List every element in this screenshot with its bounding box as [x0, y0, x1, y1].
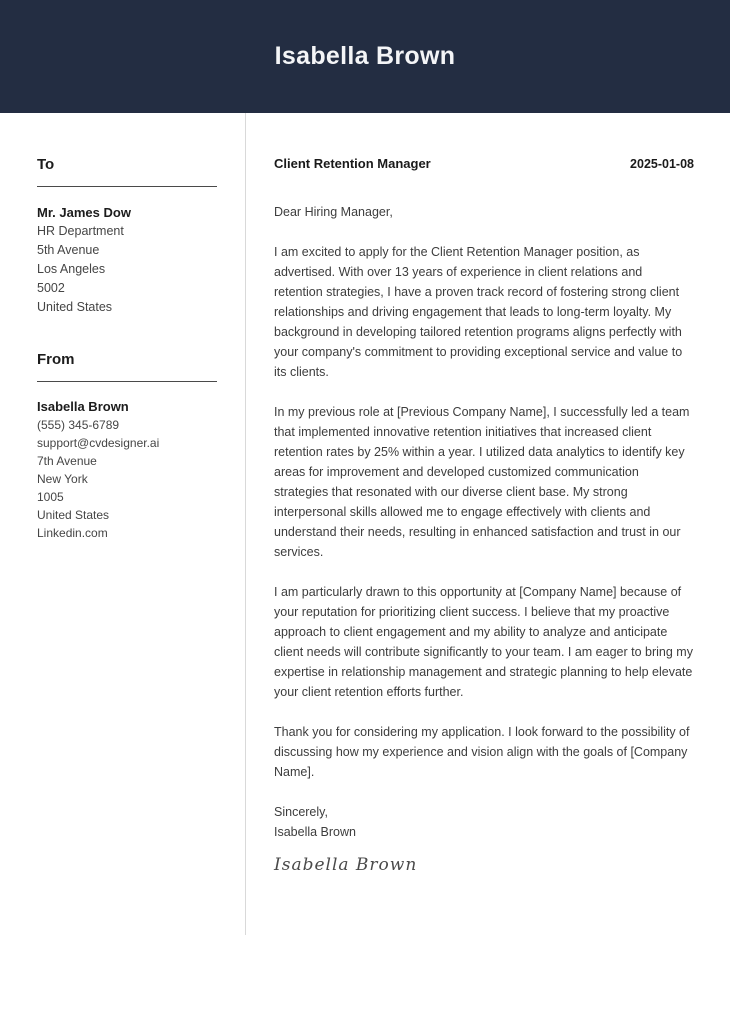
letter-body — [0, 113, 730, 935]
recipient-heading: To — [37, 156, 55, 173]
sender-line: United States — [37, 508, 110, 522]
recipient-divider — [37, 186, 217, 187]
recipient-line: United States — [37, 300, 113, 314]
letter-date: 2025-01-08 — [630, 157, 694, 171]
letter-header — [0, 0, 730, 113]
recipient-line: Los Angeles — [37, 262, 106, 276]
recipient-line: HR Department — [37, 224, 124, 238]
recipient-section — [37, 156, 215, 317]
sender-line: New York — [37, 472, 88, 486]
letter-paragraph: I am particularly drawn to this opportunity at [Company Name] because of your reputation for prioritizing client success. I believe that my proactive approach to client engagement and my ability to analyze and anticipate client needs will contribute significantly to your team. I am eager to bring my expertise in relationship management and strategic planning to help elevate your client retention efforts further. — [274, 585, 693, 699]
contact-sidebar — [0, 113, 246, 935]
recipient-line: 5th Avenue — [37, 243, 100, 257]
sender-line: 7th Avenue — [37, 454, 97, 468]
letter-paragraph: I am excited to apply for the Client Retention Manager position, as advertised. With over 13 years of experience in client relations and retention strategies, I have a proven track record of fostering strong client relationships and driving engagement that leads to long-term loyalty. My background in developing tailored retention programs aligns perfectly with your company's commitment to providing exceptional service and value to its clients. — [274, 245, 683, 379]
sender-line: 1005 — [37, 490, 64, 504]
closing-word: Sincerely, — [274, 805, 328, 819]
sender-email: support@cvdesigner.ai — [37, 436, 160, 450]
sender-phone: (555) 345-6789 — [37, 418, 120, 432]
letter-title-row — [274, 156, 694, 171]
recipient-name: Mr. James Dow — [37, 205, 131, 220]
letter-paragraph: In my previous role at [Previous Company Name], I successfully led a team that implemented innovative retention initiatives that increased client retention rates by 25% within a year. I utilized data analytics to identify key areas for improvement and developed customized communication strategies that resonated with our diverse client base. My strong interpersonal skills allowed me to engage effectively with clients and understand their needs, resulting in enhanced satisfaction and trust in our services. — [274, 405, 690, 559]
applicant-name-title: Isabella Brown — [274, 42, 456, 70]
salutation: Dear Hiring Manager, — [274, 205, 393, 219]
sender-linkedin: Linkedin.com — [37, 526, 108, 540]
sender-divider — [37, 381, 217, 382]
letter-paragraph: Thank you for considering my application. I look forward to the possibility of discussing how my experience and vision align with the goals of [Company Name]. — [274, 725, 690, 779]
closing-name: Isabella Brown — [274, 825, 356, 839]
sender-name: Isabella Brown — [37, 399, 129, 414]
handwritten-signature: Isabella Brown — [274, 855, 418, 875]
closing-block — [274, 802, 694, 875]
job-title: Client Retention Manager — [274, 156, 431, 171]
sender-heading: From — [37, 351, 75, 368]
letter-main — [246, 113, 730, 935]
recipient-line: 5002 — [37, 281, 65, 295]
sender-section — [37, 351, 215, 542]
